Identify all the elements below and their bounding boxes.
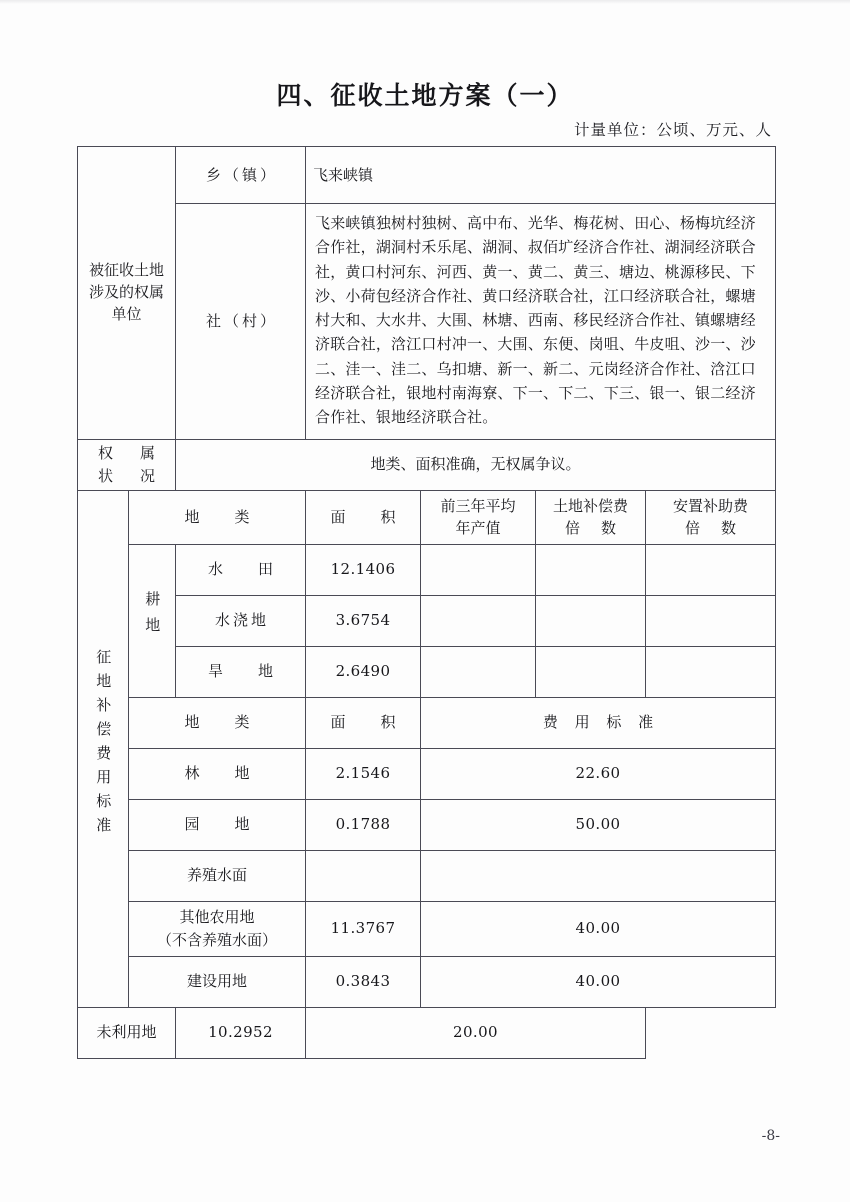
other-row-area-cell (306, 748, 421, 799)
cultivated-row-area: 3.6754 (335, 611, 391, 630)
other-row-area: 0.1788 (335, 815, 391, 834)
cultivated-row-area: 12.1406 (330, 560, 396, 579)
header-area-upper: 面 积 (330, 507, 406, 526)
village-value: 飞来峡镇独树村独树、高中布、光华、梅花树、田心、杨梅坑经济合作社，湖洞村禾乐尾、湖洞、叔佰圹经济合作社、湖洞经济联合社，黄口村河东、河西、黄一、黄二、黄三、塘边、桃源移民、下沙、小荷包经济合作社、黄口经济联合社，江口经济联合社，螺塘村大和、大水井、大围、林塘、西南、移民经济合作社、镇螺塘经济联合社，浛江口村冲一、大围、东便、岗咀、牛皮咀、沙一、沙二、洼一、洼二、乌扣塘、新一、新二、元岗经济合作社、浛江口经济联合社，银地村南海寮、下一、下二、下三、银一、银二经济合作社、银地经济联合社。 (315, 214, 756, 427)
cultivated-row-name-cell (176, 544, 306, 595)
table-row (78, 544, 776, 595)
cultivated-row-avg-output-cell (421, 595, 536, 646)
cultivated-row-resettle (646, 668, 775, 676)
other-row-area (306, 872, 420, 880)
table-row (78, 956, 776, 1007)
township-label: 乡（镇） (206, 165, 279, 184)
header-fee-standard: 费 用 标 准 (542, 713, 660, 732)
cultivated-group-label-cell (129, 544, 176, 697)
village-label: 社（村） (206, 312, 279, 331)
other-row-area-cell (306, 850, 421, 901)
header-land-type-lower: 地 类 (184, 713, 260, 732)
cultivated-row-name: 水浇地 (215, 611, 270, 630)
header-avg-output-line2: 年产值 (455, 519, 501, 538)
other-row-name-cell (129, 748, 306, 799)
header-area-upper-cell (306, 490, 421, 544)
page-number-text: -8- (761, 1128, 780, 1144)
header-resettle-multiple-line2: 倍 数 (685, 519, 740, 538)
cultivated-row-land-comp-cell (536, 595, 646, 646)
other-row-name-cell (78, 1007, 176, 1058)
other-row-name-cell (129, 956, 306, 1007)
other-row-fee-cell (421, 799, 776, 850)
other-row-area-cell (306, 956, 421, 1007)
header-fee-standard-cell (421, 697, 776, 748)
header-avg-output (421, 491, 535, 544)
table-row-header-lower (78, 697, 776, 748)
other-row-fee: 40.00 (575, 972, 621, 991)
table-row (78, 850, 776, 901)
cultivated-row-resettle (646, 566, 775, 574)
cultivated-row-land-comp (536, 668, 645, 676)
ownership-units-label-cell (78, 147, 176, 440)
ownership-status-label-cell (78, 439, 176, 490)
other-row-fee-cell (421, 748, 776, 799)
cultivated-row-resettle-cell (646, 544, 776, 595)
other-row-fee: 50.00 (575, 815, 621, 834)
other-row-fee-cell (421, 850, 776, 901)
header-avg-output-line1: 前三年平均 (440, 496, 516, 515)
cultivated-row-area-cell (306, 595, 421, 646)
cultivated-row-land-comp (536, 566, 645, 574)
header-land-comp-multiple-cell (536, 490, 646, 544)
ownership-status-label (78, 442, 175, 487)
other-row-name-line2: （不含养殖水面） (157, 930, 278, 949)
compensation-standard-label: 征地补偿费用标准 (94, 649, 113, 842)
village-label-cell (176, 204, 306, 440)
header-land-comp-multiple-line2: 倍 数 (565, 519, 620, 538)
cultivated-group-label: 耕地 (143, 591, 162, 644)
cultivated-row-land-comp-cell (536, 646, 646, 697)
table-row-ownership-status (78, 439, 776, 490)
page-number (0, 1128, 850, 1144)
other-row-fee-cell (306, 1007, 646, 1058)
township-value: 飞来峡镇 (313, 165, 374, 184)
cultivated-row-name-cell (176, 595, 306, 646)
header-avg-output-cell (421, 490, 536, 544)
other-row-fee-cell (421, 901, 776, 956)
header-land-comp-multiple (536, 491, 645, 544)
header-land-comp-multiple-line1: 土地补偿费 (553, 496, 629, 515)
cultivated-row-land-comp-cell (536, 544, 646, 595)
header-area-lower-cell (306, 697, 421, 748)
township-value-cell (306, 147, 776, 204)
table-row (78, 1007, 776, 1058)
ownership-units-label: 被征收土地涉及的权属单位 (89, 261, 165, 323)
other-row-name-cell (129, 850, 306, 901)
header-resettle-multiple-cell (646, 490, 776, 544)
cultivated-row-area-cell (306, 646, 421, 697)
other-row-name: 未利用地 (96, 1023, 157, 1042)
cultivated-row-land-comp (536, 617, 645, 625)
cultivated-row-resettle-cell (646, 646, 776, 697)
measurement-unit-note: 计量单位：公顷、万元、人 (573, 121, 772, 139)
other-row-fee: 22.60 (575, 764, 621, 783)
scan-edge (0, 0, 850, 4)
other-row-area: 2.1546 (335, 764, 391, 783)
other-row-area-cell (306, 799, 421, 850)
table-row-township (78, 147, 776, 204)
other-row-name: 养殖水面 (187, 866, 248, 885)
ownership-status-label-line2: 状 况 (98, 466, 162, 485)
cultivated-row-area: 2.6490 (335, 662, 391, 681)
cultivated-row-avg-output-cell (421, 544, 536, 595)
table-row-header-upper (78, 490, 776, 544)
other-row-fee: 20.00 (453, 1023, 498, 1042)
other-row-name: 林 地 (184, 764, 260, 783)
other-row-name: 建设用地 (187, 972, 248, 991)
other-row-name-cell (129, 901, 306, 956)
header-resettle-multiple-line1: 安置补助费 (673, 496, 749, 515)
table-row (78, 646, 776, 697)
header-land-type-lower-cell (129, 697, 306, 748)
table-row (78, 748, 776, 799)
cultivated-row-avg-output (421, 668, 535, 676)
cultivated-row-resettle (646, 617, 775, 625)
other-row-area-cell (176, 1007, 306, 1058)
other-row-area: 0.3843 (335, 972, 391, 991)
cultivated-row-avg-output-cell (421, 646, 536, 697)
ownership-status-label-line1: 权 属 (98, 444, 162, 463)
other-row-name: 园 地 (184, 815, 260, 834)
other-row-name-line1: 其他农用地 (179, 908, 255, 927)
other-row-fee-cell (421, 956, 776, 1007)
cultivated-row-area-cell (306, 544, 421, 595)
table-row (78, 901, 776, 956)
table-row (78, 799, 776, 850)
other-row-fee: 40.00 (575, 919, 621, 938)
township-label-cell (176, 147, 306, 204)
other-row-name-cell (129, 799, 306, 850)
page-title: 四、征收土地方案（一） (276, 81, 574, 110)
cultivated-row-name-cell (176, 646, 306, 697)
other-row-area: 10.2952 (208, 1023, 273, 1042)
land-acquisition-table (77, 146, 776, 1059)
header-area-lower: 面 积 (330, 713, 406, 732)
compensation-standard-label-cell (78, 490, 129, 1007)
other-row-fee (421, 872, 775, 880)
ownership-status-value: 地类、面积准确，无权属争议。 (370, 455, 581, 474)
ownership-status-value-cell (176, 439, 776, 490)
cultivated-row-avg-output (421, 617, 535, 625)
header-resettle-multiple (646, 491, 775, 544)
cultivated-row-name: 旱 地 (208, 662, 284, 681)
table-row (78, 595, 776, 646)
village-value-cell (306, 204, 776, 440)
cultivated-row-avg-output (421, 566, 535, 574)
other-row-area-cell (306, 901, 421, 956)
other-row-area: 11.3767 (330, 919, 396, 938)
table-row-village (78, 204, 776, 440)
header-land-type-upper: 地 类 (184, 507, 260, 526)
other-row-name (129, 902, 305, 955)
cultivated-row-name: 水 田 (208, 560, 284, 579)
cultivated-row-resettle-cell (646, 595, 776, 646)
header-land-type-upper-cell (129, 490, 306, 544)
